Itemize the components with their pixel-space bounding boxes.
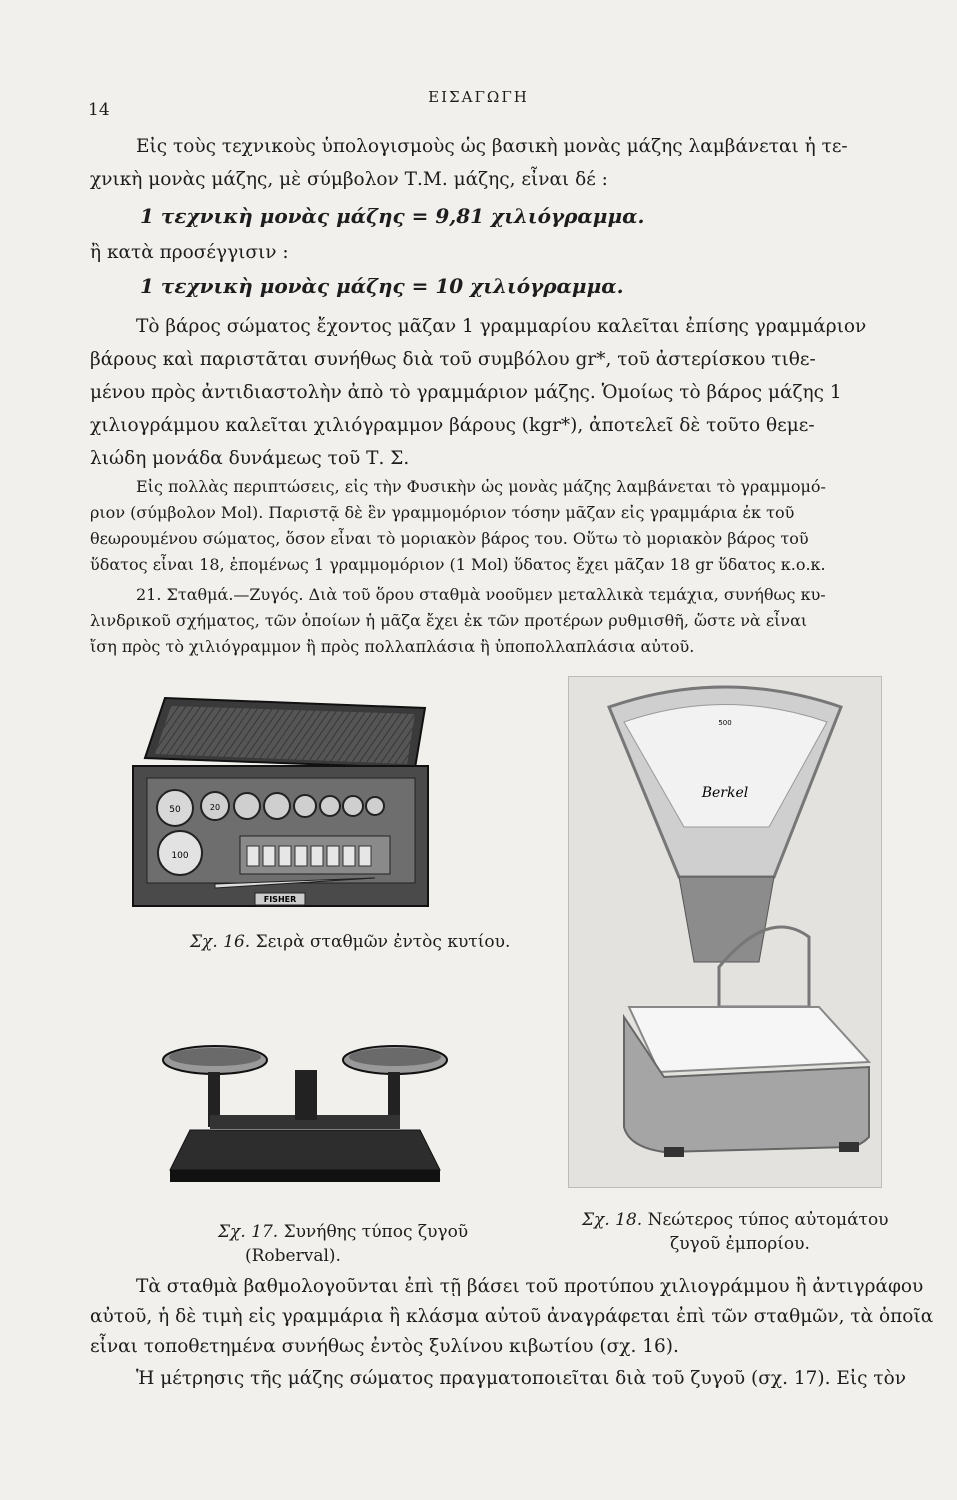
scale-neck [679,877,774,962]
p4-line-1: 21. Σταθμά.—Ζυγός. Διὰ τοῦ ὅρου σταθμὰ νοοῦμεν μεταλλικὰ τεμάχια, συνήθως κυ- [136,585,826,604]
fig18-caption-2: ζυγοῦ ἐμπορίου. [670,1234,810,1254]
p2-line-5: λιώδη μονάδα δυνάμεως τοῦ Τ. Σ. [90,448,410,469]
formula-2: 1 τεχνικὴ μονὰς μάζης = 10 χιλιόγραμμα. [140,274,624,298]
roberval-balance-illustration [150,1030,470,1195]
weight-10b [264,793,290,819]
p1-line-1: Εἰς τοὺς τεχνικοὺς ὑπολογισμοὺς ὡς βασικὴ μονὰς μάζης λαμβάνεται ἡ τε- [136,136,848,157]
balance-base [170,1130,440,1170]
fig17-text-1: Συνήθης τύπος ζυγοῦ [283,1222,469,1242]
weight-box-illustration [125,688,435,928]
center-pillar [295,1070,317,1120]
p5-line-1: Τὰ σταθμὰ βαθμολογοῦνται ἐπὶ τῇ βάσει τοῦ προτύπου χιλιογράμμου ἢ ἀντιγράφου [136,1276,924,1297]
p4-line-3: ἴση πρὸς τὸ χιλιόγραμμον ἢ πρὸς πολλαπλάσια ἢ ὑποπολλαπλάσια αὐτοῦ. [90,637,695,656]
fig17-caption [218,1220,468,1244]
page-number: 14 [88,100,110,120]
p3-line-2: ριον (σύμβολον Mol). Παριστᾷ δὲ ἓν γραμμομόριον τόσην μᾶζαν εἰς γραμμάρια ἐκ τοῦ [90,503,795,522]
weight-2b [343,796,363,816]
fig18-label: Σχ. 18. [582,1210,643,1230]
p5-line-3: εἶναι τοποθετημένα συνήθως ἐντὸς ξυλίνου κιβωτίου (σχ. 16). [90,1336,679,1357]
p1-line-2: χνικὴ μονὰς μάζης, μὲ σύμβολον Τ.Μ. μάζης, εἶναι δέ : [90,169,608,190]
p2-line-4: χιλιογράμμου καλεῖται χιλιόγραμμον βάρους (kgr*), ἀποτελεῖ δὲ τοῦτο θεμε- [90,415,815,436]
weight-5 [294,795,316,817]
fig18-caption [582,1208,889,1232]
weight-20-label: 20 [209,803,221,812]
automatic-scale-drawing [569,677,881,1187]
p2-line-1: Τὸ βάρος σώματος ἔχοντος μᾶζαν 1 γραμμαρίου καλεῖται ἐπίσης γραμμάριον [136,316,867,337]
fig16-label: Σχ. 16. [190,932,251,952]
fig18-text-1: Νεώτερος τύπος αὐτομάτου [647,1210,889,1230]
p5-line-2: αὐτοῦ, ἡ δὲ τιμὴ εἰς γραμμάρια ἢ κλάσμα αὐτοῦ ἀναγράφεται ἐπὶ τῶν σταθμῶν, τὰ ὁποῖα [90,1306,934,1327]
weight-1 [366,797,384,815]
p3-line-1: Εἰς πολλὰς περιπτώσεις, εἰς τὴν Φυσικὴν ὡς μονὰς μάζης λαμβάνεται τὸ γραμμομό- [136,477,826,496]
dial-tick-500: 500 [718,719,732,727]
automatic-scale-photo [568,676,882,1188]
brand-label: FISHER [263,895,297,904]
approx-line: ἢ κατὰ προσέγγισιν : [90,242,289,263]
weight-50-label: 50 [169,805,181,815]
fig17-caption-2: (Roberval). [245,1246,341,1266]
p2-line-2: βάρους καὶ παριστᾶται συνήθως διὰ τοῦ συμβόλου gr*, τοῦ ἀστερίσκου τιθε- [90,349,816,370]
p2-line-3: μένου πρὸς ἀντιδιαστολὴν ἀπὸ τὸ γραμμάριον μάζης. Ὁμοίως τὸ βάρος μάζης 1 [90,382,842,403]
p4-line-2: λινδρικοῦ σχήματος, τῶν ὁποίων ἡ μᾶζα ἔχει ἐκ τῶν προτέρων ρυθμισθῆ, ὥστε νὰ εἶναι [90,611,808,630]
scale-platform [629,1007,869,1072]
p3-line-3: θεωρουμένου σώματος, ὅσον εἶναι τὸ μοριακὸν βάρος του. Οὕτω τὸ μοριακὸν βάρος τοῦ [90,529,809,548]
fig16-text: Σειρὰ σταθμῶν ἐντὸς κυτίου. [255,932,511,952]
fig17-label: Σχ. 17. [218,1222,279,1242]
p3-line-4: ὕδατος εἶναι 18, ἑπομένως 1 γραμμομόριον (1 Mol) ὕδατος ἔχει μᾶζαν 18 gr ὕδατος κ.ο.κ. [90,555,826,574]
weight-2a [320,796,340,816]
formula-1: 1 τεχνικὴ μονὰς μάζης = 9,81 χιλιόγραμμα. [140,204,645,228]
running-title: ΕΙΣΑΓΩΓΗ [428,88,529,106]
weight-10a [234,793,260,819]
p6-line-1: Ἡ μέτρησις τῆς μάζης σώματος πραγματοποιεῖται διὰ τοῦ ζυγοῦ (σχ. 17). Εἰς τὸν [136,1368,906,1389]
scale-brand: Berkel [701,785,749,801]
weight-100-label: 100 [171,851,189,861]
fig16-caption [190,930,510,954]
